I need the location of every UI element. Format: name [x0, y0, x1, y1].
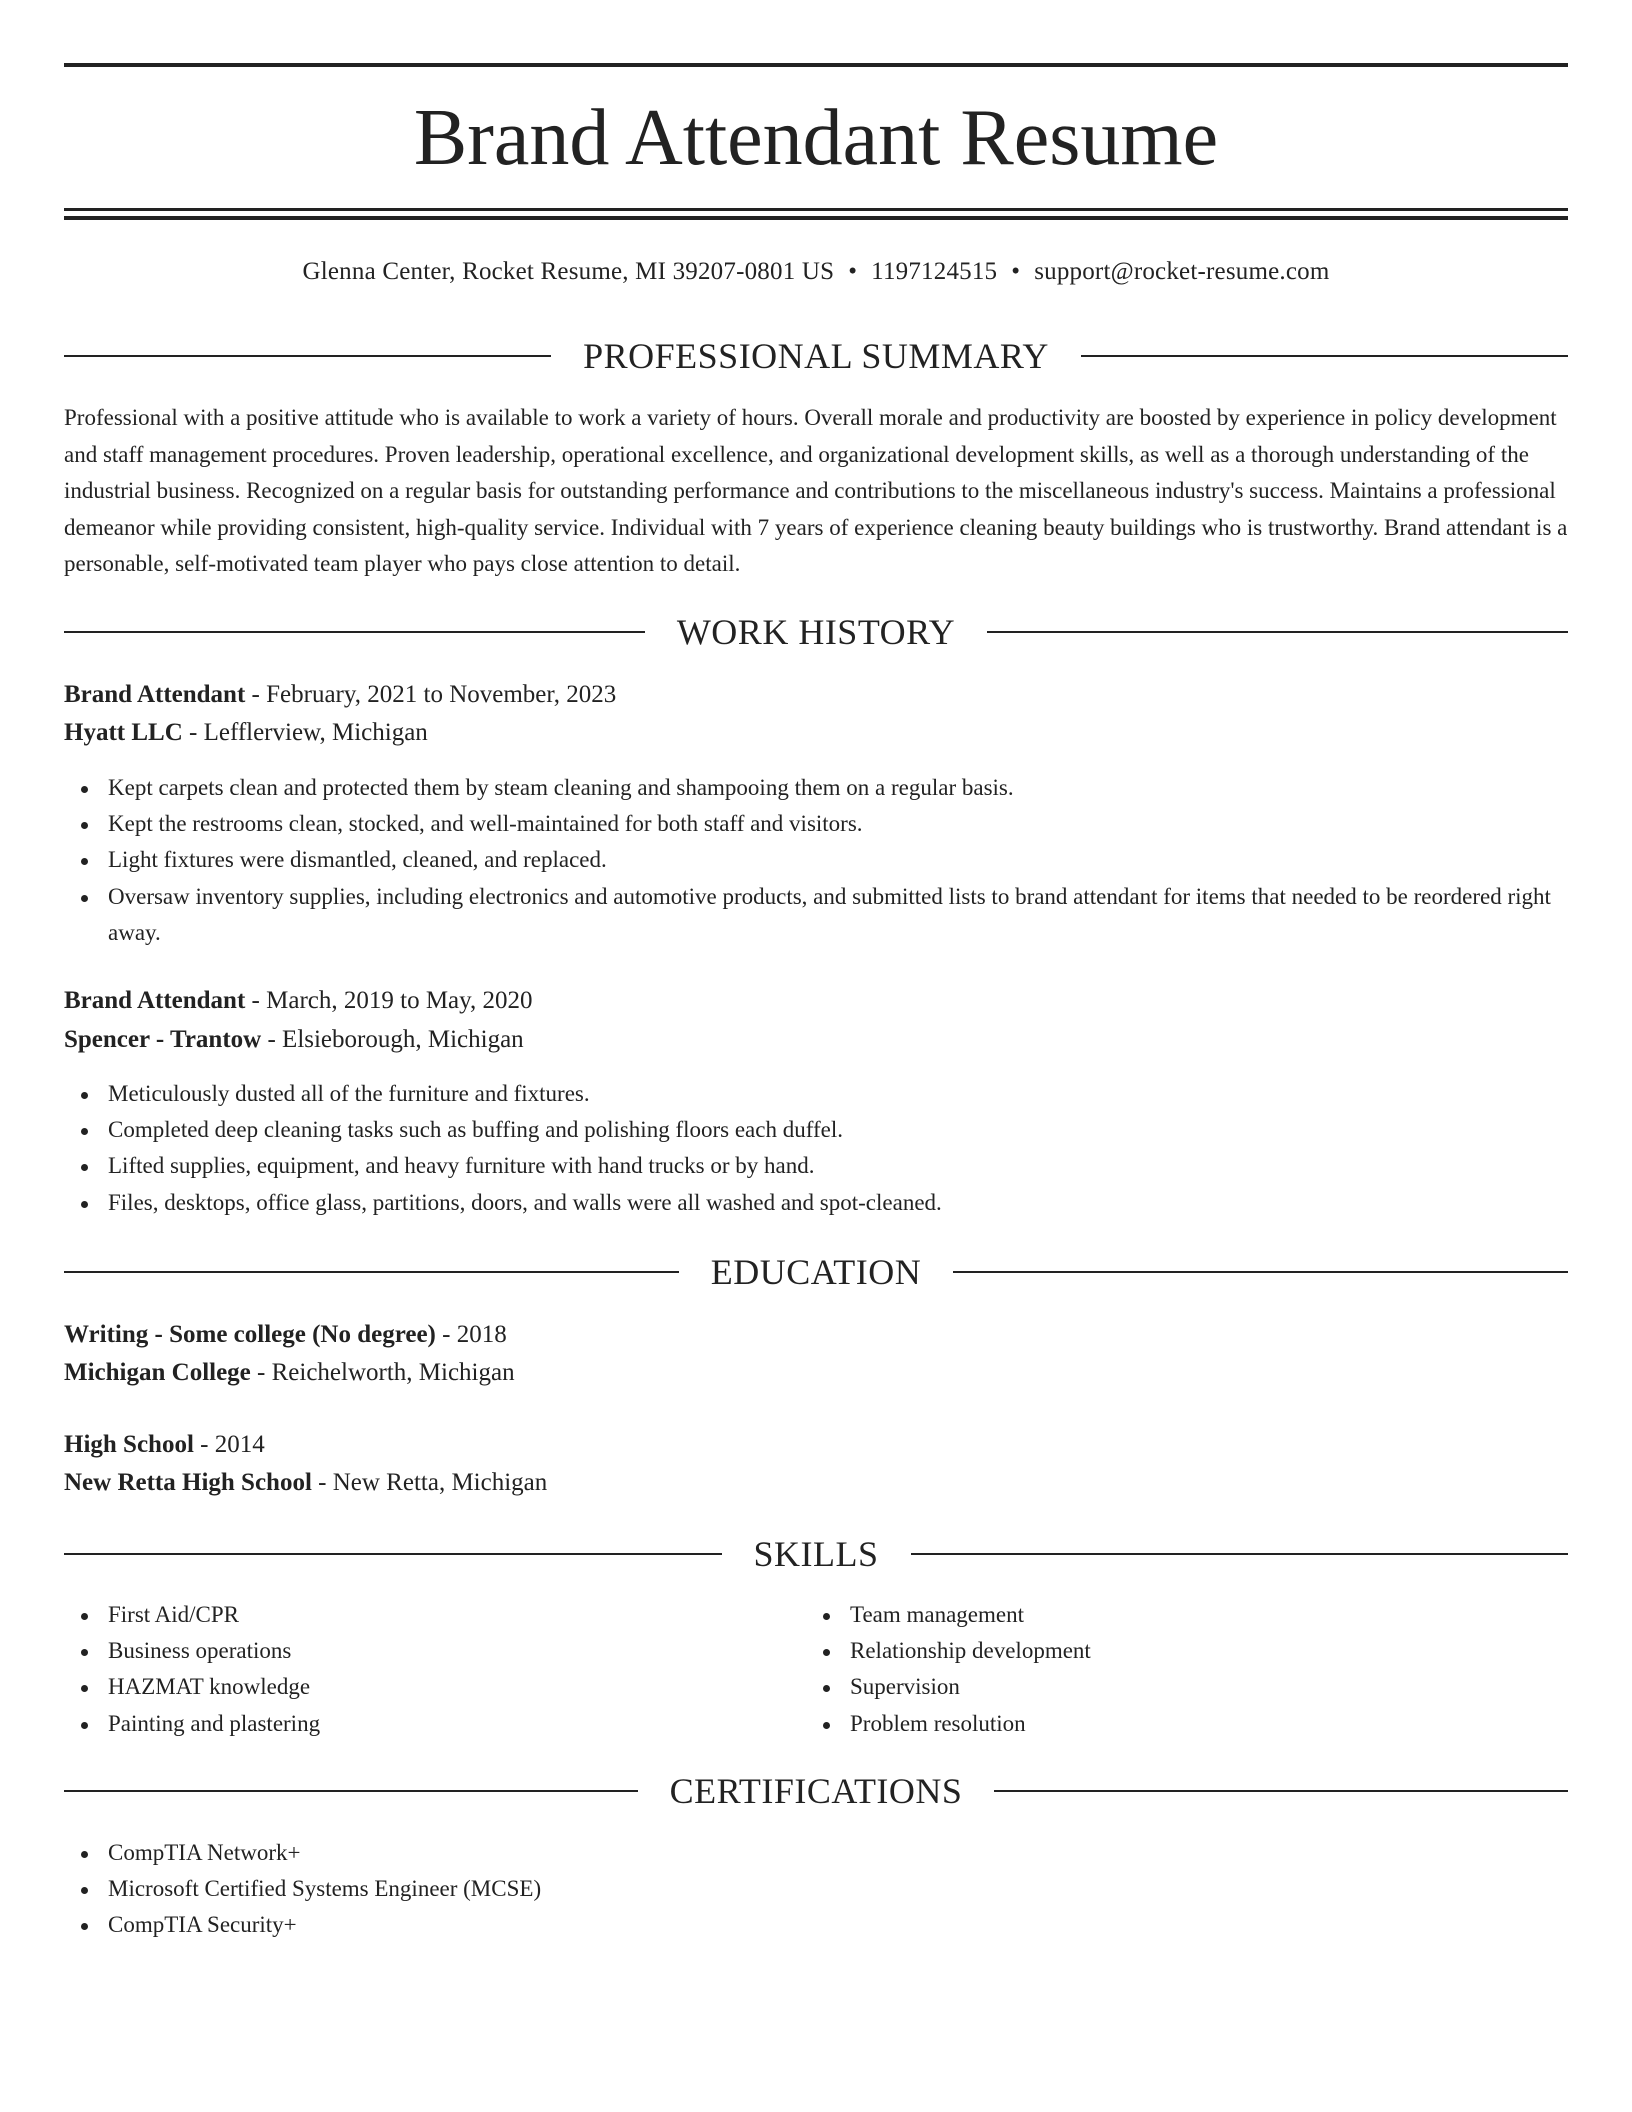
heading-rule [64, 1790, 638, 1792]
heading-rule [911, 1553, 1569, 1555]
job-dates: - March, 2019 to May, 2020 [245, 987, 533, 1014]
list-item: HAZMAT knowledge [64, 1669, 1568, 1705]
title-rule-upper [64, 208, 1568, 211]
education-year: - 2018 [435, 1321, 507, 1348]
job-title-line [64, 982, 1568, 1020]
education-location: - Reichelworth, Michigan [250, 1359, 515, 1386]
education-degree-line [64, 1426, 1568, 1464]
list-item: Meticulously dusted all of the furniture and fixtures. [64, 1076, 1568, 1112]
heading-rule [987, 631, 1568, 633]
job-bullets [64, 770, 1568, 951]
section-heading-certifications [64, 1769, 1568, 1813]
list-item: Relationship development [806, 1633, 1632, 1669]
section-title: CERTIFICATIONS [669, 1771, 963, 1811]
list-item: Light fixtures were dismantled, cleaned, and replaced. [64, 842, 1568, 878]
contact-email[interactable]: support@rocket-resume.com [1034, 258, 1330, 285]
list-item: Files, desktops, office glass, partitions, doors, and walls were all washed and spot-cleaned. [64, 1185, 1568, 1221]
page-title: Brand Attendant Resume [413, 94, 1219, 182]
education-degree: High School [64, 1431, 194, 1458]
heading-rule [953, 1271, 1568, 1273]
education-degree-line [64, 1316, 1568, 1354]
section-heading-education [64, 1250, 1568, 1294]
job-location: - Elsieborough, Michigan [261, 1026, 524, 1053]
list-item: First Aid/CPR [64, 1597, 1568, 1633]
list-item: CompTIA Network+ [64, 1835, 1568, 1871]
job-company: Hyatt LLC [64, 719, 183, 746]
top-rule [64, 63, 1568, 67]
contact-line [64, 256, 1568, 288]
heading-rule [64, 1553, 722, 1555]
heading-rule [64, 355, 551, 357]
section-heading-summary [64, 334, 1568, 378]
education-school-line [64, 1464, 1568, 1502]
list-item: Completed deep cleaning tasks such as buffing and polishing floors each duffel. [64, 1112, 1568, 1148]
list-item: Business operations [64, 1633, 1568, 1669]
section-heading-work [64, 610, 1568, 654]
skills-list-right [806, 1597, 1632, 1742]
heading-rule [1081, 355, 1568, 357]
job-company: Spencer - Trantow [64, 1026, 262, 1053]
education-year: - 2014 [193, 1431, 265, 1458]
section-title: PROFESSIONAL SUMMARY [583, 336, 1049, 376]
section-heading-skills [64, 1532, 1568, 1576]
list-item: Lifted supplies, equipment, and heavy furniture with hand trucks or by hand. [64, 1148, 1568, 1184]
list-item: Team management [806, 1597, 1632, 1633]
heading-rule [64, 631, 645, 633]
summary-text: Professional with a positive attitude who is available to work a variety of hours. Overall morale and productivity are boosted by experience in policy development and staff management procedures. Proven leadership, operational excellence, and organizational development skills, as well as a thorough understanding of the industrial business. Recognized on a regular basis for outstanding performance and contributions to the miscellaneous industry's success. Maintains a professional demeanor while providing consistent, high-quality service. Individual with 7 years of experience cleaning beauty buildings who is trustworthy. Brand attendant is a personable, self-motivated team player who pays close attention to detail. [64, 405, 1568, 576]
section-title: EDUCATION [710, 1252, 922, 1292]
contact-phone: 1197124515 [871, 258, 998, 285]
education-school: Michigan College [64, 1359, 251, 1386]
list-item: Supervision [806, 1669, 1632, 1705]
job-title-line [64, 676, 1568, 714]
heading-rule [64, 1271, 679, 1273]
education-school: New Retta High School [64, 1469, 312, 1496]
education-school-line [64, 1354, 1568, 1392]
job-bullets [64, 1076, 1568, 1221]
list-item: Problem resolution [806, 1706, 1632, 1742]
education-location: - New Retta, Michigan [311, 1469, 548, 1496]
section-title: WORK HISTORY [676, 612, 956, 652]
job-dates: - February, 2021 to November, 2023 [245, 681, 617, 708]
heading-rule [994, 1790, 1568, 1792]
certifications-list [64, 1835, 1568, 1944]
list-item: Microsoft Certified Systems Engineer (MCSE) [64, 1871, 1568, 1907]
contact-separator: • [1011, 258, 1021, 285]
job-location: - Lefflerview, Michigan [182, 719, 428, 746]
contact-address: Glenna Center, Rocket Resume, MI 39207-0801 US [302, 258, 835, 285]
education-degree: Writing - Some college (No degree) [64, 1321, 436, 1348]
list-item: Kept the restrooms clean, stocked, and well-maintained for both staff and visitors. [64, 806, 1568, 842]
list-item: Painting and plastering [64, 1706, 1568, 1742]
job-role: Brand Attendant [64, 987, 246, 1014]
title-rule-lower [64, 216, 1568, 220]
list-item: Kept carpets clean and protected them by steam cleaning and shampooing them on a regular basis. [64, 770, 1568, 806]
job-company-line [64, 714, 1568, 752]
job-company-line [64, 1021, 1568, 1059]
job-role: Brand Attendant [64, 681, 246, 708]
contact-separator: • [848, 258, 858, 285]
section-title: SKILLS [753, 1534, 879, 1574]
list-item: CompTIA Security+ [64, 1907, 1568, 1943]
list-item: Oversaw inventory supplies, including electronics and automotive products, and submitted lists to brand attendant for items that needed to be reordered right away. [64, 879, 1568, 951]
